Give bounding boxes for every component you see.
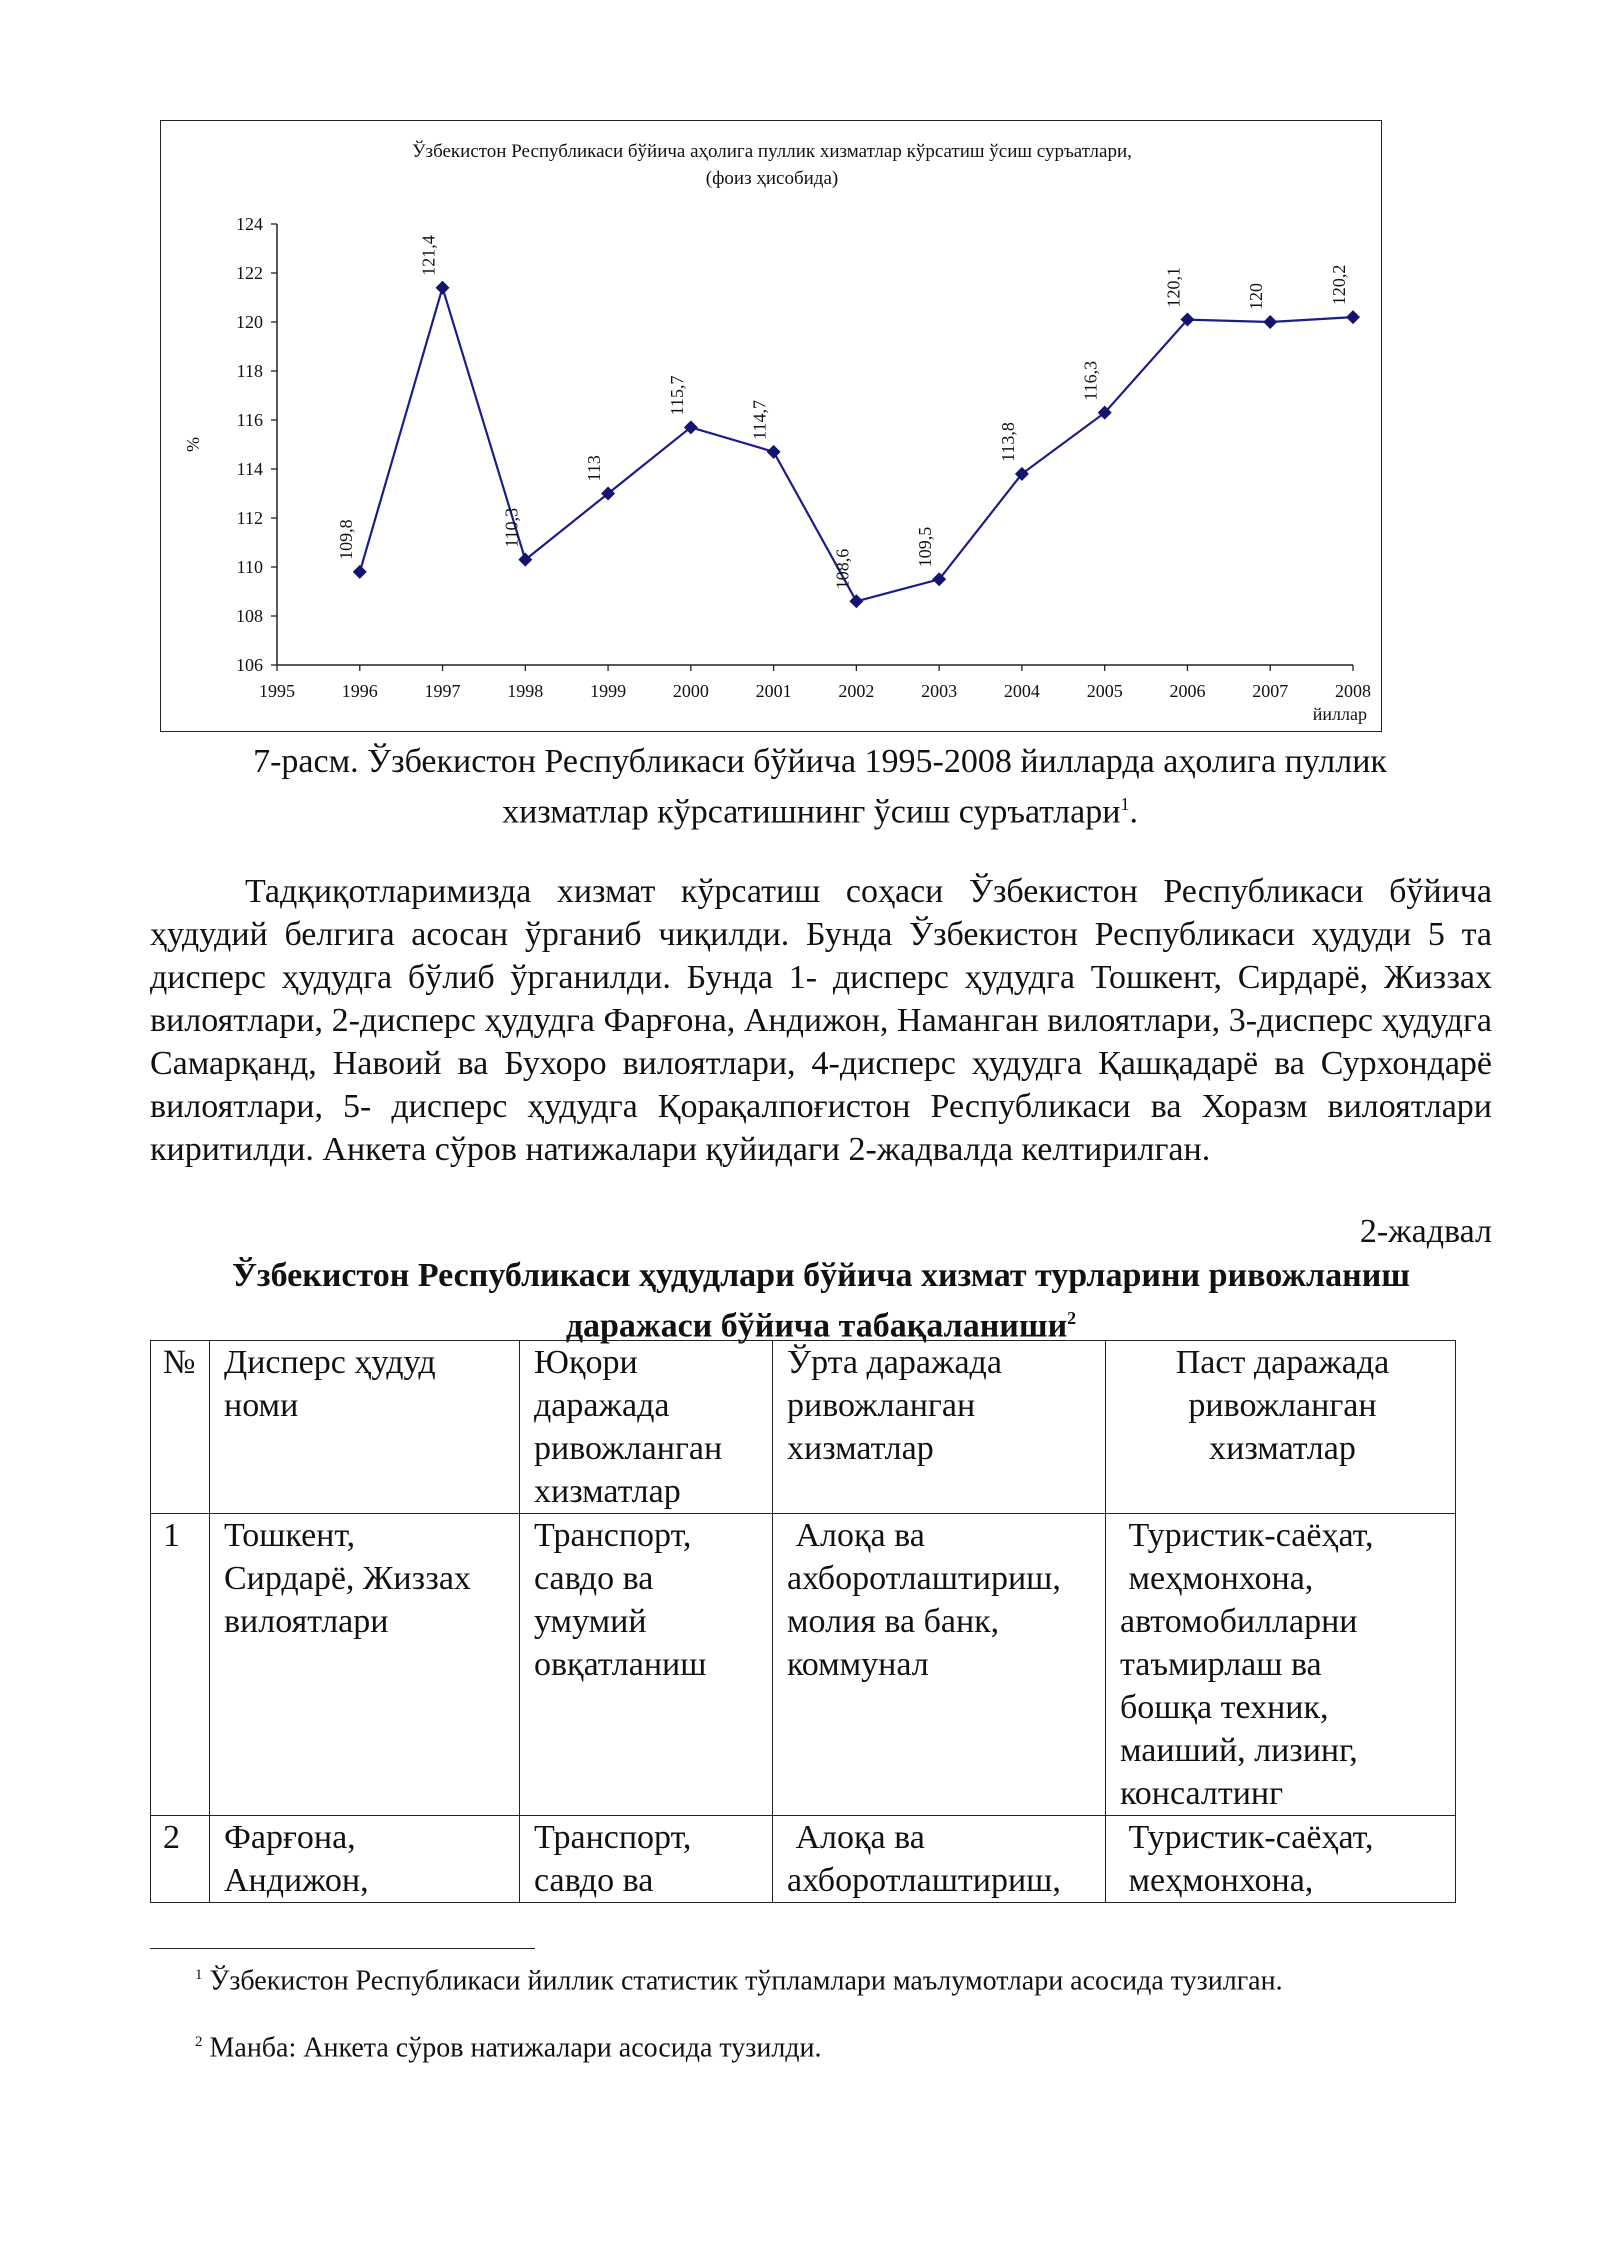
table-title-line-1: Ўзбекистон Республикаси ҳудудлари бўйича хизмат турларини ривожланиш — [231, 1257, 1411, 1294]
data-label: 120,1 — [1163, 267, 1184, 308]
header-medium — [773, 1341, 1106, 1514]
row-2-low-text: Туристик-саёҳат, меҳмонхона, — [1128, 1819, 1374, 1899]
y-tick-label: 112 — [236, 508, 263, 528]
caption-footnote-ref: 1 — [1120, 794, 1130, 814]
row-1-low-text: Туристик-саёҳат, меҳмонхона, автомобилларни таъмирлаш ва бошқа техник, маиший, лизинг, консалтинг — [1120, 1517, 1374, 1812]
row-1-region-text: Тошкент, Сирдарё, Жиззах вилоятлари — [224, 1517, 471, 1640]
chart-frame — [160, 120, 1382, 732]
footnote-2-mark: 2 — [195, 2034, 203, 2050]
header-medium-text: Ўрта даражада ривожланган хизматлар — [787, 1344, 1002, 1467]
data-label: 115,7 — [666, 375, 687, 416]
row-1-high — [520, 1514, 773, 1816]
caption-line-2 — [150, 783, 1490, 833]
y-tick-label: 122 — [236, 263, 263, 283]
x-tick-label: 1998 — [507, 681, 544, 701]
row-2-high-text: Транспорт, савдо ва — [534, 1819, 692, 1899]
header-region — [210, 1341, 520, 1514]
row-2-number — [151, 1816, 210, 1903]
x-tick-label: 2001 — [755, 681, 792, 701]
data-point — [1346, 310, 1360, 324]
row-2-region — [210, 1816, 520, 1903]
data-point — [353, 565, 367, 579]
services-table — [150, 1340, 1456, 1903]
data-label: 109,8 — [335, 519, 356, 560]
x-axis-label: йиллар — [1312, 704, 1367, 724]
x-tick-label: 2002 — [838, 681, 875, 701]
data-label: 109,5 — [915, 526, 936, 568]
data-label: 120,2 — [1329, 264, 1349, 306]
row-1-low — [1106, 1514, 1456, 1816]
row-1-region — [210, 1514, 520, 1816]
growth-line-chart — [161, 121, 1383, 733]
data-label: 121,4 — [418, 235, 439, 276]
data-point — [436, 281, 450, 295]
table-title-line-2-text: даражаси бўйича табақаланиши — [565, 1307, 1068, 1345]
x-tick-label: 2004 — [1003, 681, 1040, 701]
row-2-high — [520, 1816, 773, 1903]
footnote-2 — [195, 2025, 822, 2065]
header-number-text: № — [163, 1344, 196, 1381]
footnote-1-text: Ўзбекистон Республикаси йиллик статистик тўпламлари маълумотлари асосида тузилган. — [209, 1965, 1283, 1997]
y-tick-label: 114 — [236, 459, 263, 479]
data-point — [767, 445, 781, 459]
data-label: 120 — [1246, 283, 1267, 310]
chart-title: Ўзбекистон Республикаси бўйича аҳолига пуллик хизматлар кўрсатиш ўсиш суръатлари, — [412, 141, 1132, 162]
y-tick-label: 116 — [236, 410, 263, 430]
data-label: 110,3 — [501, 507, 522, 548]
caption-line-1: 7-расм. Ўзбекистон Республикаси бўйича 1995-2008 йилларда аҳолига пуллик — [253, 743, 1387, 780]
row-1-medium-text: Алоқа ва ахборотлаштириш, молия ва банк, коммунал — [787, 1517, 1061, 1683]
row-2-number-text: 2 — [163, 1819, 180, 1856]
header-region-text: Дисперс ҳудуд номи — [224, 1344, 436, 1424]
caption-end: . — [1129, 793, 1138, 831]
table-header-row — [151, 1341, 1456, 1514]
data-label: 116,3 — [1080, 360, 1101, 401]
footnote-1 — [195, 1958, 1283, 1998]
footnote-1-mark: 1 — [195, 1967, 203, 1983]
chart-subtitle: (фоиз ҳисобида) — [705, 168, 839, 189]
data-label: 108,6 — [832, 548, 853, 590]
y-tick-label: 120 — [236, 312, 263, 332]
x-tick-label: 1996 — [341, 681, 378, 701]
y-tick-label: 118 — [236, 361, 263, 381]
table-row — [151, 1816, 1456, 1903]
data-point — [1263, 315, 1277, 329]
x-tick-label: 2000 — [672, 681, 709, 701]
table-row — [151, 1514, 1456, 1816]
header-low — [1106, 1341, 1456, 1514]
header-low-text: Паст даражада ривожланган хизматлар — [1175, 1344, 1390, 1467]
row-1-number-text: 1 — [163, 1517, 180, 1554]
row-2-low — [1106, 1816, 1456, 1903]
data-label: 114,7 — [749, 400, 770, 440]
footnote-2-text: Манба: Анкета сўров натижалари асосида тузилди. — [209, 2032, 822, 2064]
y-tick-label: 124 — [236, 214, 263, 234]
y-tick-label: 108 — [236, 606, 263, 626]
header-high-text: Юқори даражада ривожланган хизматлар — [534, 1344, 723, 1510]
table-number: 2-жадвал — [1359, 1213, 1492, 1250]
y-axis-label: % — [183, 437, 203, 452]
data-label: 113,8 — [997, 422, 1018, 462]
row-2-medium — [773, 1816, 1106, 1903]
row-2-medium-text: Алоқа ва ахборотлаштириш, — [787, 1819, 1061, 1899]
header-number — [151, 1341, 210, 1514]
x-tick-label: 1999 — [590, 681, 627, 701]
row-1-number — [151, 1514, 210, 1816]
caption-line-2-text: хизматлар кўрсатишнинг ўсиш суръатлари — [502, 793, 1121, 831]
body-paragraph: Тадқиқотларимизда хизмат кўрсатиш соҳаси Ўзбекистон Республикаси бўйича ҳудудий белгига асосан ўрганиб чиқилди. Бунда Ўзбекистон Республикаси ҳудуди 5 та дисперс ҳудудга бўлиб ўрганилди. Бунда 1- дисперс ҳудудга Тошкент, Сирдарё, Жиззах вилоятлари, 2-дисперс ҳудудга Фарғона, Андижон, Наманган вилоятлари, 3-дисперс ҳудудга Самарқанд, Навоий ва Бухоро вилоятлари, 4-дисперс ҳудудга Қашқадарё ва Сурхондарё вилоятлари, 5- дисперс ҳудудга Қорақалпоғистон Республикаси ва Хоразм вилоятлари киритилди. Анкета сўров натижалари қуйидаги 2-жадвалда келтирилган. — [150, 873, 1492, 1168]
header-high — [520, 1341, 773, 1514]
data-point — [849, 594, 863, 608]
x-tick-label: 2007 — [1252, 681, 1289, 701]
x-tick-label: 1997 — [424, 681, 461, 701]
table-title — [150, 1254, 1492, 1347]
x-tick-label: 2003 — [921, 681, 958, 701]
row-2-region-text: Фарғона, Андижон, — [224, 1819, 369, 1899]
footnote-separator — [150, 1948, 535, 1949]
x-tick-label: 2008 — [1335, 681, 1371, 701]
x-tick-label: 2006 — [1169, 681, 1206, 701]
y-tick-label: 106 — [236, 655, 263, 675]
series-line — [360, 288, 1353, 602]
x-tick-label: 1995 — [259, 681, 295, 701]
row-1-high-text: Транспорт, савдо ва умумий овқатланиш — [534, 1517, 707, 1683]
table-title-footnote-ref: 2 — [1067, 1308, 1077, 1328]
row-1-medium — [773, 1514, 1106, 1816]
x-tick-label: 2005 — [1086, 681, 1123, 701]
figure-caption — [150, 740, 1490, 833]
data-label: 113 — [584, 455, 605, 482]
y-tick-label: 110 — [236, 557, 263, 577]
